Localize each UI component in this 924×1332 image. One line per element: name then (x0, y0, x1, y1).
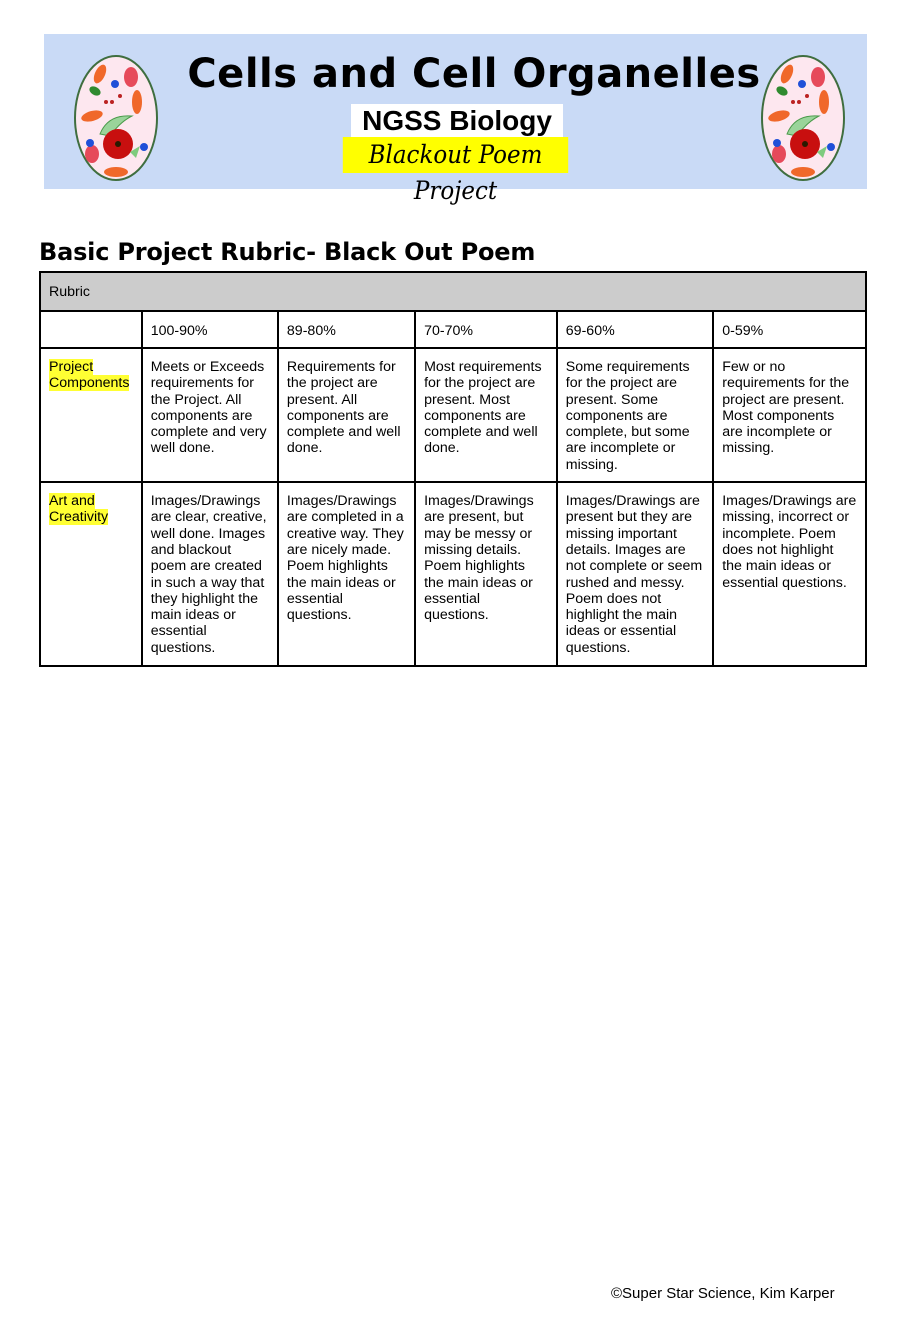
grade-levels-row (40, 311, 866, 348)
rubric-cell: Images/Drawings are missing, incorrect or incomplete. Poem does not highlight the main ideas or essential questions. (713, 482, 866, 666)
criterion-cell (40, 482, 142, 666)
level-header: 89-80% (278, 311, 415, 348)
rubric-cell: Images/Drawings are present, but may be messy or missing details. Poem highlights the main ideas or essential questions. (415, 482, 557, 666)
rubric-heading: Basic Project Rubric- Black Out Poem (39, 238, 536, 266)
level-header: 70-70% (415, 311, 557, 348)
animal-cell-icon (757, 44, 849, 184)
rubric-cell: Images/Drawings are completed in a creative way. They are nicely made. Poem highlights the main ideas or essential questions. (278, 482, 415, 666)
rubric-label: Rubric (40, 272, 866, 311)
level-header: 69-60% (557, 311, 713, 348)
banner-tagline: Blackout Poem Project (343, 137, 568, 173)
animal-cell-icon (70, 44, 162, 184)
rubric-cell: Meets or Exceeds requirements for the Project. All components are complete and very well done. (142, 348, 278, 482)
rubric-cell: Images/Drawings are clear, creative, well done. Images and blackout poem are created in such a way that they highlight the main ideas or essential questions. (142, 482, 278, 666)
rubric-cell: Requirements for the project are present. All components are complete and well done. (278, 348, 415, 482)
rubric-cell: Few or no requirements for the project are present. Most components are incomplete or missing. (713, 348, 866, 482)
level-header-empty (40, 311, 142, 348)
rubric-table (39, 271, 867, 667)
criterion-label: Art and Creativity (49, 493, 109, 526)
table-row (40, 348, 866, 482)
banner-title: Cells and Cell Organelles (187, 51, 761, 97)
title-banner (44, 34, 867, 205)
copyright-footer: ©Super Star Science, Kim Karper (611, 1285, 835, 1302)
criterion-label: Project Components (49, 359, 130, 392)
rubric-banner-row (40, 272, 866, 311)
table-row (40, 482, 866, 666)
level-header: 0-59% (713, 311, 866, 348)
rubric-cell: Some requirements for the project are present. Some components are complete, but some are incomplete or missing. (557, 348, 713, 482)
rubric-cell: Most requirements for the project are present. Most components are complete and well done. (415, 348, 557, 482)
rubric-cell: Images/Drawings are present but they are missing important details. Images are not complete or seem rushed and messy. Poem does not highlight the main ideas or essential questions. (557, 482, 713, 666)
criterion-cell (40, 348, 142, 482)
level-header: 100-90% (142, 311, 278, 348)
banner-subtitle: NGSS Biology (351, 104, 563, 138)
